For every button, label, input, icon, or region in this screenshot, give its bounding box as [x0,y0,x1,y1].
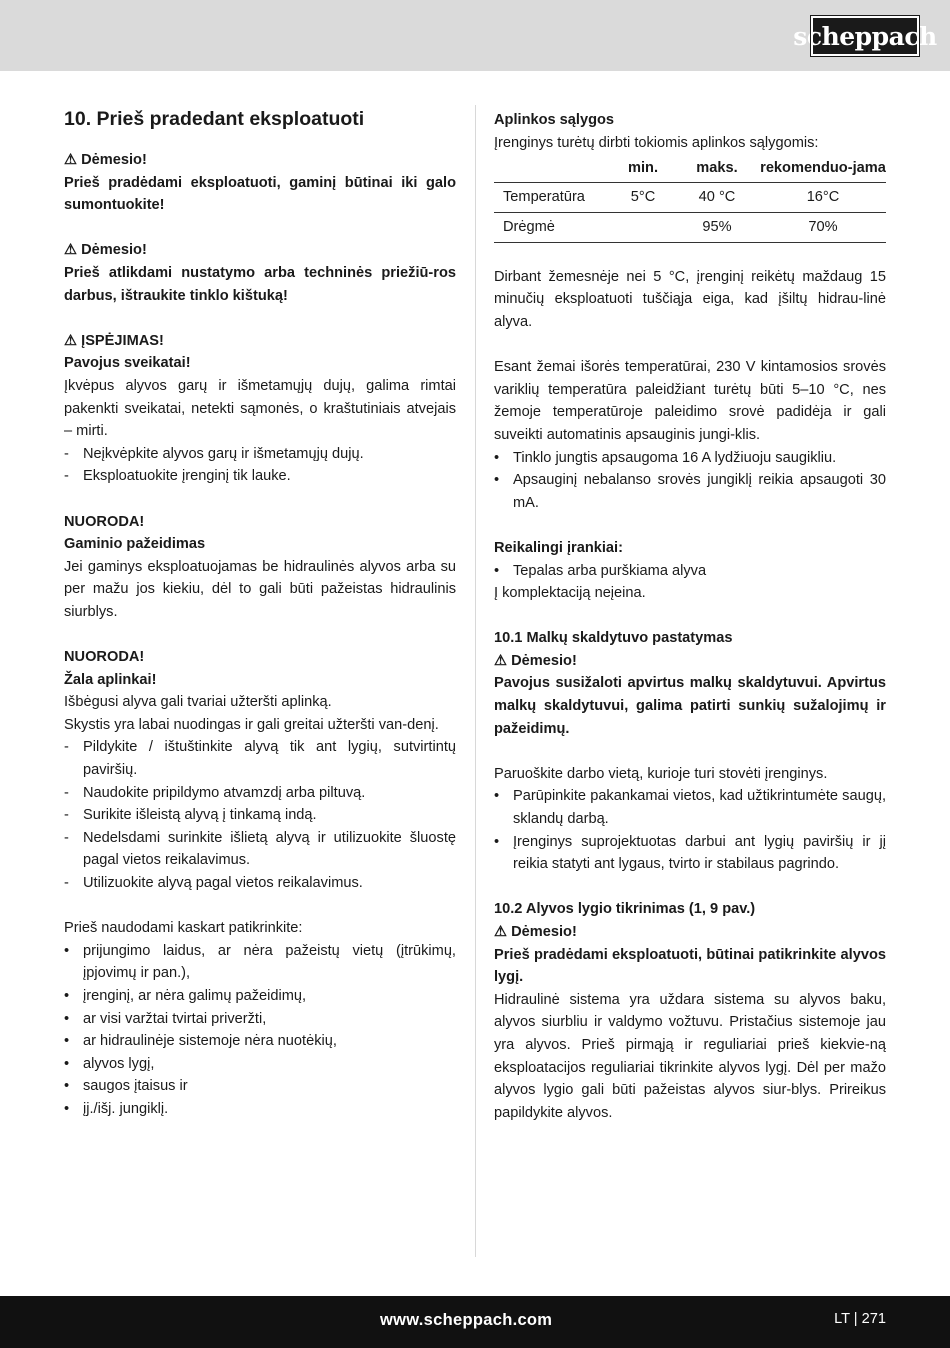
note-subheading: Žala aplinkai! [64,671,157,688]
subsection-title: 10.1 Malkų skaldytuvo pastatymas [494,630,733,647]
table-cell: Temperatūra [494,183,612,213]
paragraph: Dirbant žemesnėje nei 5 °C, įrenginį reikėtų maždaug 15 minučių eksploatuoti tuščiąja eiga, kad įšiltų hidrau-linė alyva. [494,268,886,330]
note-text: Išbėgusi alyva gali tvariai užteršti aplinką. [64,694,332,711]
warning-text: Prieš atlikdami nustatymo arba techninės priežiū-ros darbus, ištraukite tinklo kištuką! [64,264,456,304]
table-cell [612,213,674,243]
warning-heading: ⚠ Dėmesio! [64,149,456,172]
subsection-title: 10.2 Alyvos lygio tikrinimas (1, 9 pav.) [494,901,756,918]
list-item: - Neįkvėpkite alyvos garų ir išmetamųjų dujų. [64,443,456,466]
env-heading: Aplinkos sąlygos [494,112,615,128]
list-item: - Nedelsdami surinkite išlietą alyvą ir utilizuokite šluostę pagal vietos reikalavimus. [64,827,456,872]
note-heading: NUORODA! [64,649,145,666]
list-item: • Tinklo jungtis apsaugoma 16 A lydžiuoju saugikliu. [494,447,886,470]
list-item: • Įrenginys suprojektuotas darbui ant lygių paviršių ir jį reikia statyti ant lygaus, tvirto ir stabilaus pagrindo. [494,831,886,876]
right-column [494,104,886,1124]
table-cell: 16°C [760,183,886,213]
warning-text: Prieš pradėdami eksploatuoti, gaminį būtinai iki galo sumontuokite! [64,174,456,214]
warning-subheading: Pavojus sveikatai! [64,355,191,372]
section-title: 10. Prieš pradedant eksploatuoti [64,108,365,130]
electrical-list [494,447,886,515]
header-bar [0,0,950,71]
note-list [64,736,456,894]
left-column [64,104,456,1121]
list-item: • alyvos lygį, [64,1053,456,1076]
list-item: - Utilizuokite alyvą pagal vietos reikalavimus. [64,872,456,895]
note-text: Jei gaminys eksploatuojamas be hidraulinės alyvos arba su per mažu jos kiekiu, dėl to gali būti pažeistas hidraulinis siurblys. [64,558,456,620]
table-cell: 40 °C [674,183,760,213]
warning-list [64,443,456,488]
table-cell: Drėgmė [494,213,612,243]
paragraph: Hidraulinė sistema yra uždara sistema su alyvos baku, alyvos siurbliu ir valdymo vožtuvu. Pristačius sistemoje jau yra alyvos. Prieš pirmąją ir reguliariai prieš kiekvie-ną eksploatacijos reguliariai tikrinkite alyvos lygį. Dėl per mažo alyvos lygio gali būti pažeistas alyvos siur-blys. Prireikus papildykite alyvos. [494,991,886,1121]
list-item: - Surikite išleistą alyvą į tinkamą indą. [64,804,456,827]
warning-text: Prieš pradėdami eksploatuoti, būtinai patikrinkite alyvos lygį. [494,946,886,986]
list-item: • įrenginį, ar nėra galimų pažeidimų, [64,985,456,1008]
list-item: • prijungimo laidus, ar nėra pažeistų vietų (įtrūkimų, įpjovimų ir pan.), [64,940,456,985]
check-list [64,940,456,1121]
footer-bar [0,1296,950,1348]
page-number: LT | 271 [834,1311,886,1327]
note-text: Skystis yra labai nuodingas ir gali greitai užteršti van-denį. [64,716,439,733]
brand-logo: scheppach [811,16,919,56]
warning-heading: ⚠ Dėmesio! [64,239,456,262]
table-cell: 70% [760,213,886,243]
note-heading: NUORODA! [64,513,145,530]
paragraph: Paruoškite darbo vietą, kurioje turi stovėti įrenginys. [494,765,828,782]
list-item: • ar hidraulinėje sistemoje nėra nuotėkių, [64,1030,456,1053]
table-cell: 95% [674,213,760,243]
column-divider [475,105,476,1257]
list-item: - Pildykite / ištuštinkite alyvą tik ant lygių, sutvirtintų paviršių. [64,736,456,781]
list-item: • Parūpinkite pakankamai vietos, kad užtikrintumėte saugų, sklandų darbą. [494,785,886,830]
warning-heading: ⚠ ĮSPĖJIMAS! [64,330,456,353]
table-header: rekomenduo-jama [760,160,886,177]
paragraph: Esant žemai išorės temperatūrai, 230 V kintamosios srovės variklių temperatūra paleidžiant turėtų būti 5–10 °C, nes žemoje temperatūroje paleidimo srovė padidėja ir gali suveikti automatinis apsauginis jungi-klis. [494,359,886,443]
environment-table [494,158,886,243]
list-item: • saugos įtaisus ir [64,1075,456,1098]
warning-heading: ⚠ Dėmesio! [494,650,886,673]
list-item: - Eksploatuokite įrenginį tik lauke. [64,465,456,488]
table-header [494,158,612,183]
tools-list [494,560,886,583]
tools-note: Į komplektaciją neįeina. [494,585,646,602]
table-row [494,183,886,213]
tools-heading: Reikalingi įrankiai: [494,539,623,556]
warning-heading: ⚠ Dėmesio! [494,921,886,944]
note-subheading: Gaminio pažeidimas [64,536,206,553]
warning-text: Įkvėpus alyvos garų ir išmetamųjų dujų, galima rimtai pakenkti sveikatai, netekti sąmonės, o kraštutiniais atvejais – mirti. [64,377,456,440]
env-intro: Įrenginys turėtų dirbti tokiomis aplinkos sąlygomis: [494,134,819,151]
list-item: • Tepalas arba purškiama alyva [494,560,886,583]
warning-text: Pavojus susižaloti apvirtus malkų skaldytuvui. Apvirtus malkų skaldytuvui, galima patirti sunkių sužalojimų ir pažeidimų. [494,675,886,737]
check-intro: Prieš naudodami kaskart patikrinkite: [64,920,303,937]
table-header: min. [628,160,658,177]
list-item: • įj./išj. jungiklį. [64,1098,456,1121]
list-item: • Apsauginį nebalanso srovės jungiklį reikia apsaugoti 30 mA. [494,469,886,514]
list-item: - Naudokite pripildymo atvamzdį arba piltuvą. [64,782,456,805]
table-row [494,213,886,243]
setup-list [494,785,886,875]
list-item: • ar visi varžtai tvirtai priveržti, [64,1008,456,1031]
table-header: maks. [696,160,738,177]
footer-url[interactable]: www.scheppach.com [380,1311,553,1329]
table-cell: 5°C [612,183,674,213]
